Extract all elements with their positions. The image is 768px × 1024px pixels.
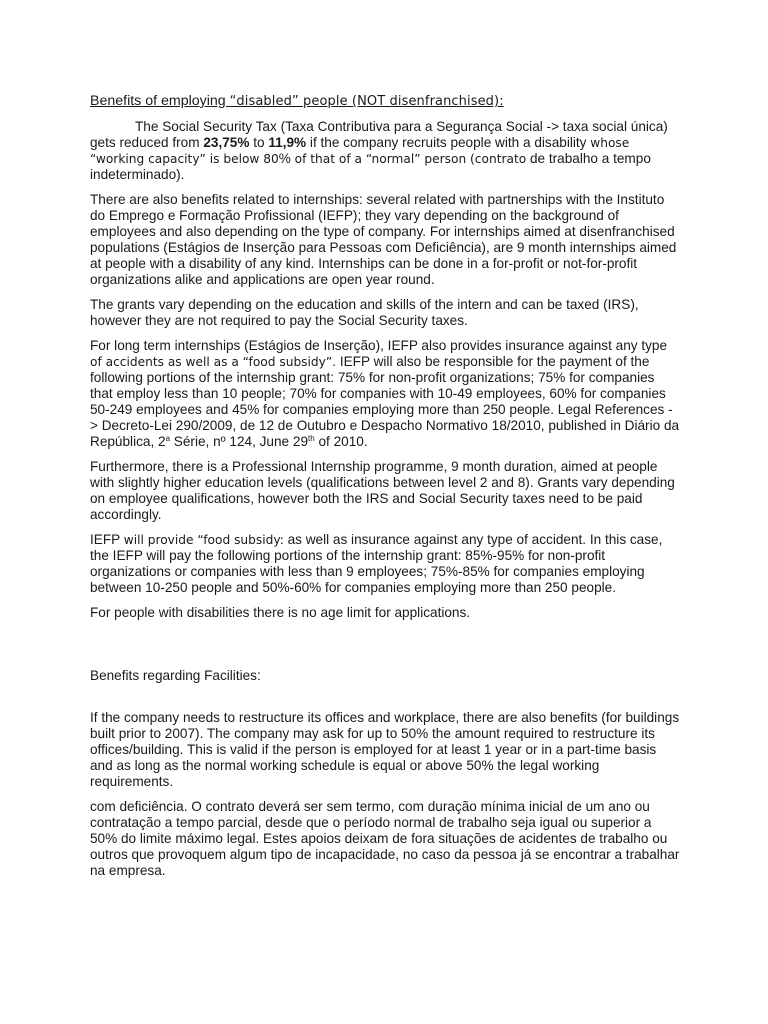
p1-text-c: to [249,135,269,150]
p4-text-d: Série, nº 124, June 29 [170,434,309,449]
paragraph-social-security-tax [90,119,680,183]
p4-superscript-a: a [165,434,171,443]
p1-text-h: of that of a “normal” person (contrato [294,152,527,166]
p1-rate-from: 23,75% [203,135,250,150]
p6-text-c: as well as insurance against any type of accident. In this case, the IEFP will pay the following portions of the internship grant: 85%-95% for non-profit organizations or companies with less than 9 employees; 75%-85% for companies employing between 10-250 people and 50%-60% for companies employing more than 250 people. [90,532,663,595]
p1-rate-to: 11,9% [268,135,307,150]
paragraph-professional-internship: Furthermore, there is a Professional Internship programme, 9 month duration, aimed at people with slightly higher education levels (qualifications between level 2 and 8). Grants vary depending on employee qualifications, however both the IRS and Social Security taxes need to be paid accordingly. [90,459,675,522]
paragraph-facilities: If the company needs to restructure its offices and workplace, there are also benefits (for buildings built prior to 2007). The company may ask for up to 50% the amount required to restructure its offices/building. This is valid if the person is employed for at least 1 year or in a part-time basis and as long as the normal working schedule is equal or above 50% the legal working requirements. [90,710,680,789]
p6-text-b: will provide “food subsidy: [123,533,284,547]
title-part-1: Benefits of employing [90,93,230,109]
p4-text-b: of accidents as well as a “food subsidy”. [90,355,337,369]
p4-text-a: For long term internships (Estágios de Inserção), IEFP also provides insurance against any type [90,338,668,353]
paragraph-portuguese-contract: com deficiência. O contrato deverá ser sem termo, com duração mínima inicial de um ano ou contratação a tempo parcial, desde que o período normal de trabalho seja igual ou superior a 50% do limite máximo legal. Estes apoios deixam de fora situações de acidentes de trabalho ou outros que provoquem algum tipo de incapacidade, no caso da pessoa já se encontrar a trabalhar na empresa. [90,799,680,878]
paragraph-internships: There are also benefits related to internships: several related with partnerships with the Instituto do Emprego e Formação Profissional (IEFP); they vary depending on the background of employees and also depending on the type of company. For internships aimed at disenfranchised populations (Estágios de Inserção para Pessoas com Deficiência), are 9 month internships aimed at people with a disability of any kind. Internships can be done in a for-profit or not-for-profit organizations alike and applications are open year round. [90,192,677,287]
paragraph-food-subsidy [90,532,680,596]
title-part-2: “disabled” people (NOT disenfranchised): [229,94,504,109]
document-title [90,92,680,111]
document-page [90,92,680,888]
paragraph-grants: The grants vary depending on the education and skills of the intern and can be taxed (IRS), however they are not required to pay the Social Security taxes. [90,297,639,328]
title-underlined [90,93,504,109]
p1-text-f: whose “working capacity” is below 80 [90,136,630,166]
p4-text-c: IEFP will also be responsible for the payment of the following portions of the internship grant: 75% for non-profit organizations; 75% for companies that employ less than 10 people; 70% for companies with 10-49 employees, 60% for companies 50-249 employees and 45% for companies employing more than 250 people. Legal References -> Decreto-Lei 290/2009, de 12 de Outubro e Despacho Normativo 18/2010, published in Diário da República, 2 [90,354,680,449]
paragraph-age-limit: For people with disabilities there is no age limit for applications. [90,605,471,620]
p1-text-g: % [278,151,295,166]
p4-text-e: of 2010. [314,434,368,449]
facilities-section-title: Benefits regarding Facilities: [90,668,261,683]
p4-superscript-th: th [308,434,315,443]
p1-text-i: de trabalho a tempo indeterminado). [90,151,651,182]
p6-text-a: IEFP [90,532,124,547]
p1-text-a: The Social Security Tax (Taxa Contributiva para a Segurança Social -> taxa social única) gets reduced from [90,119,668,150]
p1-text-e: if the company recruits people with a disability [306,135,591,150]
paragraph-long-term-internships [90,338,680,450]
spacer [90,630,680,668]
